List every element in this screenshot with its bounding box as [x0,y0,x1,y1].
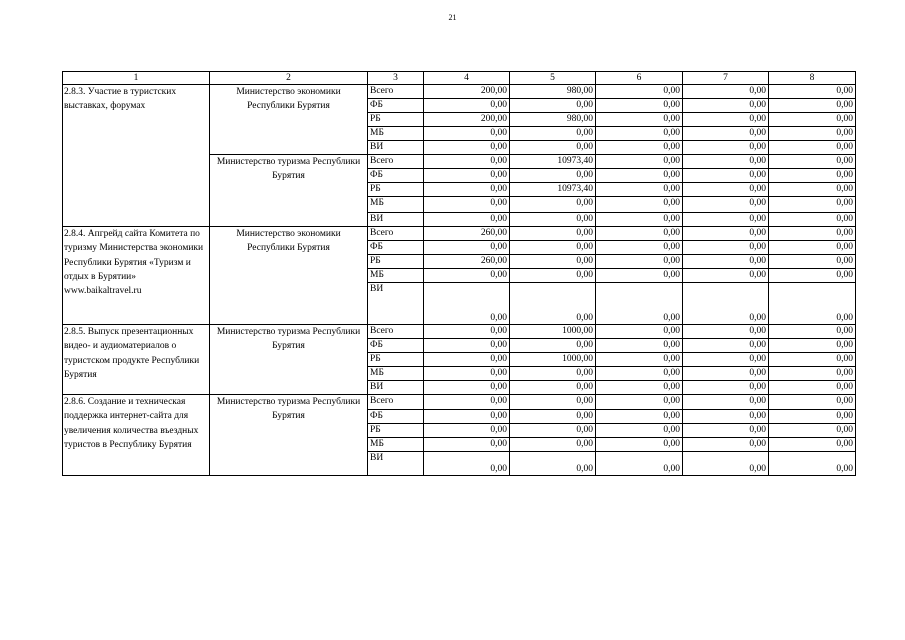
amount-cell: 0,00 [596,197,683,213]
table-row [63,227,856,241]
amount-cell: 0,00 [424,410,510,424]
amount-cell: 0,00 [424,241,510,255]
amount-cell: 0,00 [510,127,596,141]
funding-table [62,71,856,476]
agency-cell: Министерство экономики Республики Бурятия [210,85,368,155]
amount-cell: 0,00 [596,155,683,169]
amount-cell: 0,00 [683,227,769,241]
amount-cell: 0,00 [424,339,510,353]
column-number-cell: 7 [683,72,769,85]
amount-cell: 0,00 [424,183,510,197]
column-number-cell: 8 [769,72,856,85]
funding-source-cell: ВИ [368,213,424,227]
amount-cell: 0,00 [683,183,769,197]
amount-cell: 0,00 [769,325,856,339]
column-number-cell: 2 [210,72,368,85]
amount-cell: 1000,00 [510,325,596,339]
amount-cell: 0,00 [596,283,683,325]
amount-cell: 0,00 [510,227,596,241]
amount-cell: 0,00 [683,452,769,476]
amount-cell: 0,00 [596,353,683,367]
amount-cell: 0,00 [683,424,769,438]
amount-cell: 0,00 [424,141,510,155]
amount-cell: 0,00 [424,424,510,438]
funding-source-cell: Всего [368,85,424,99]
amount-cell: 0,00 [424,283,510,325]
amount-cell: 0,00 [424,381,510,395]
amount-cell: 0,00 [424,99,510,113]
event-name-cell: 2.8.3. Участие в туристских выставках, форумах [63,85,210,227]
column-number-cell: 6 [596,72,683,85]
funding-source-cell: Всего [368,395,424,410]
amount-cell: 0,00 [683,255,769,269]
funding-source-cell: МБ [368,127,424,141]
amount-cell: 0,00 [769,410,856,424]
amount-cell: 0,00 [769,367,856,381]
amount-cell: 0,00 [510,99,596,113]
amount-cell: 0,00 [596,438,683,452]
agency-cell: Министерство туризма Республики Бурятия [210,395,368,476]
event-name-cell: 2.8.5. Выпуск презентационных видео- и аудиоматериалов о туристском продукте Республики Бурятия [63,325,210,395]
amount-cell: 0,00 [510,213,596,227]
amount-cell: 0,00 [683,241,769,255]
amount-cell: 0,00 [683,113,769,127]
amount-cell: 0,00 [424,367,510,381]
funding-source-cell: ВИ [368,283,424,325]
amount-cell: 0,00 [596,255,683,269]
amount-cell: 0,00 [510,197,596,213]
amount-cell: 10973,40 [510,155,596,169]
table-row [63,325,856,339]
amount-cell: 0,00 [683,381,769,395]
amount-cell: 0,00 [424,438,510,452]
funding-source-cell: МБ [368,269,424,283]
amount-cell: 0,00 [510,452,596,476]
amount-cell: 0,00 [769,141,856,155]
amount-cell: 0,00 [596,269,683,283]
event-name-cell: 2.8.4. Апгрейд сайта Комитета по туризму Министерства экономики Республики Бурятия «Туризм и отдых в Бурятии» www.baikaltravel.ru [63,227,210,325]
amount-cell: 0,00 [424,169,510,183]
column-number-cell: 5 [510,72,596,85]
table-row [63,395,856,410]
amount-cell: 0,00 [510,410,596,424]
funding-source-cell: РБ [368,424,424,438]
funding-source-cell: МБ [368,438,424,452]
amount-cell: 0,00 [596,367,683,381]
amount-cell: 0,00 [683,353,769,367]
amount-cell: 0,00 [683,283,769,325]
amount-cell: 0,00 [769,395,856,410]
event-name-cell: 2.8.6. Создание и техническая поддержка интернет-сайта для увеличения количества въездных туристов в Республику Бурятия [63,395,210,476]
amount-cell: 0,00 [424,353,510,367]
funding-source-cell: ФБ [368,241,424,255]
amount-cell: 10973,40 [510,183,596,197]
amount-cell: 0,00 [596,141,683,155]
amount-cell: 0,00 [510,424,596,438]
amount-cell: 0,00 [683,438,769,452]
amount-cell: 0,00 [683,213,769,227]
amount-cell: 0,00 [769,381,856,395]
amount-cell: 0,00 [596,127,683,141]
amount-cell: 0,00 [424,269,510,283]
funding-source-cell: Всего [368,155,424,169]
amount-cell: 0,00 [683,127,769,141]
column-number-cell: 3 [368,72,424,85]
amount-cell: 0,00 [510,283,596,325]
column-number-cell: 4 [424,72,510,85]
amount-cell: 0,00 [424,155,510,169]
funding-source-cell: РБ [368,353,424,367]
amount-cell: 0,00 [769,452,856,476]
amount-cell: 0,00 [510,381,596,395]
amount-cell: 0,00 [510,241,596,255]
amount-cell: 0,00 [596,325,683,339]
amount-cell: 0,00 [596,113,683,127]
amount-cell: 0,00 [596,227,683,241]
amount-cell: 0,00 [424,452,510,476]
amount-cell: 0,00 [769,227,856,241]
agency-cell: Министерство туризма Республики Бурятия [210,155,368,227]
amount-cell: 980,00 [510,113,596,127]
amount-cell: 0,00 [769,424,856,438]
amount-cell: 0,00 [769,255,856,269]
amount-cell: 0,00 [769,283,856,325]
amount-cell: 0,00 [769,269,856,283]
amount-cell: 0,00 [596,85,683,99]
amount-cell: 0,00 [596,241,683,255]
amount-cell: 0,00 [683,269,769,283]
amount-cell: 0,00 [769,85,856,99]
amount-cell: 0,00 [596,169,683,183]
amount-cell: 0,00 [769,438,856,452]
amount-cell: 980,00 [510,85,596,99]
funding-source-cell: ВИ [368,381,424,395]
funding-source-cell: МБ [368,367,424,381]
amount-cell: 0,00 [510,367,596,381]
funding-source-cell: РБ [368,255,424,269]
amount-cell: 0,00 [596,381,683,395]
amount-cell: 0,00 [424,395,510,410]
amount-cell: 0,00 [596,99,683,113]
amount-cell: 0,00 [510,339,596,353]
column-number-row [63,72,856,85]
amount-cell: 0,00 [769,241,856,255]
amount-cell: 0,00 [424,213,510,227]
amount-cell: 0,00 [424,325,510,339]
table-body [63,72,856,476]
amount-cell: 0,00 [510,438,596,452]
funding-source-cell: Всего [368,227,424,241]
funding-source-cell: ФБ [368,169,424,183]
funding-source-cell: РБ [368,183,424,197]
amount-cell: 0,00 [769,183,856,197]
amount-cell: 0,00 [510,395,596,410]
amount-cell: 0,00 [683,155,769,169]
amount-cell: 0,00 [769,99,856,113]
amount-cell: 200,00 [424,85,510,99]
amount-cell: 0,00 [510,141,596,155]
amount-cell: 0,00 [769,213,856,227]
amount-cell: 0,00 [596,410,683,424]
amount-cell: 0,00 [683,99,769,113]
column-number-cell: 1 [63,72,210,85]
amount-cell: 0,00 [424,127,510,141]
amount-cell: 0,00 [683,367,769,381]
amount-cell: 0,00 [424,197,510,213]
amount-cell: 0,00 [769,155,856,169]
amount-cell: 0,00 [683,141,769,155]
funding-source-cell: РБ [368,113,424,127]
funding-source-cell: ВИ [368,141,424,155]
table-row [63,85,856,99]
amount-cell: 0,00 [683,325,769,339]
amount-cell: 0,00 [596,395,683,410]
amount-cell: 0,00 [510,169,596,183]
amount-cell: 0,00 [683,339,769,353]
funding-source-cell: МБ [368,197,424,213]
amount-cell: 1000,00 [510,353,596,367]
amount-cell: 0,00 [769,113,856,127]
agency-cell: Министерство туризма Республики Бурятия [210,325,368,395]
funding-source-cell: ФБ [368,410,424,424]
amount-cell: 0,00 [769,169,856,183]
amount-cell: 0,00 [683,410,769,424]
amount-cell: 0,00 [510,255,596,269]
funding-source-cell: ВИ [368,452,424,476]
amount-cell: 0,00 [769,339,856,353]
amount-cell: 0,00 [596,183,683,197]
amount-cell: 0,00 [596,424,683,438]
amount-cell: 260,00 [424,255,510,269]
amount-cell: 0,00 [769,197,856,213]
funding-source-cell: ФБ [368,339,424,353]
amount-cell: 0,00 [683,197,769,213]
amount-cell: 0,00 [596,213,683,227]
amount-cell: 0,00 [596,339,683,353]
agency-cell: Министерство экономики Республики Бурятия [210,227,368,325]
amount-cell: 0,00 [683,85,769,99]
funding-source-cell: Всего [368,325,424,339]
amount-cell: 0,00 [769,127,856,141]
amount-cell: 0,00 [769,353,856,367]
amount-cell: 0,00 [596,452,683,476]
amount-cell: 260,00 [424,227,510,241]
funding-source-cell: ФБ [368,99,424,113]
amount-cell: 200,00 [424,113,510,127]
page-number: 21 [448,13,457,22]
amount-cell: 0,00 [510,269,596,283]
amount-cell: 0,00 [683,395,769,410]
amount-cell: 0,00 [683,169,769,183]
